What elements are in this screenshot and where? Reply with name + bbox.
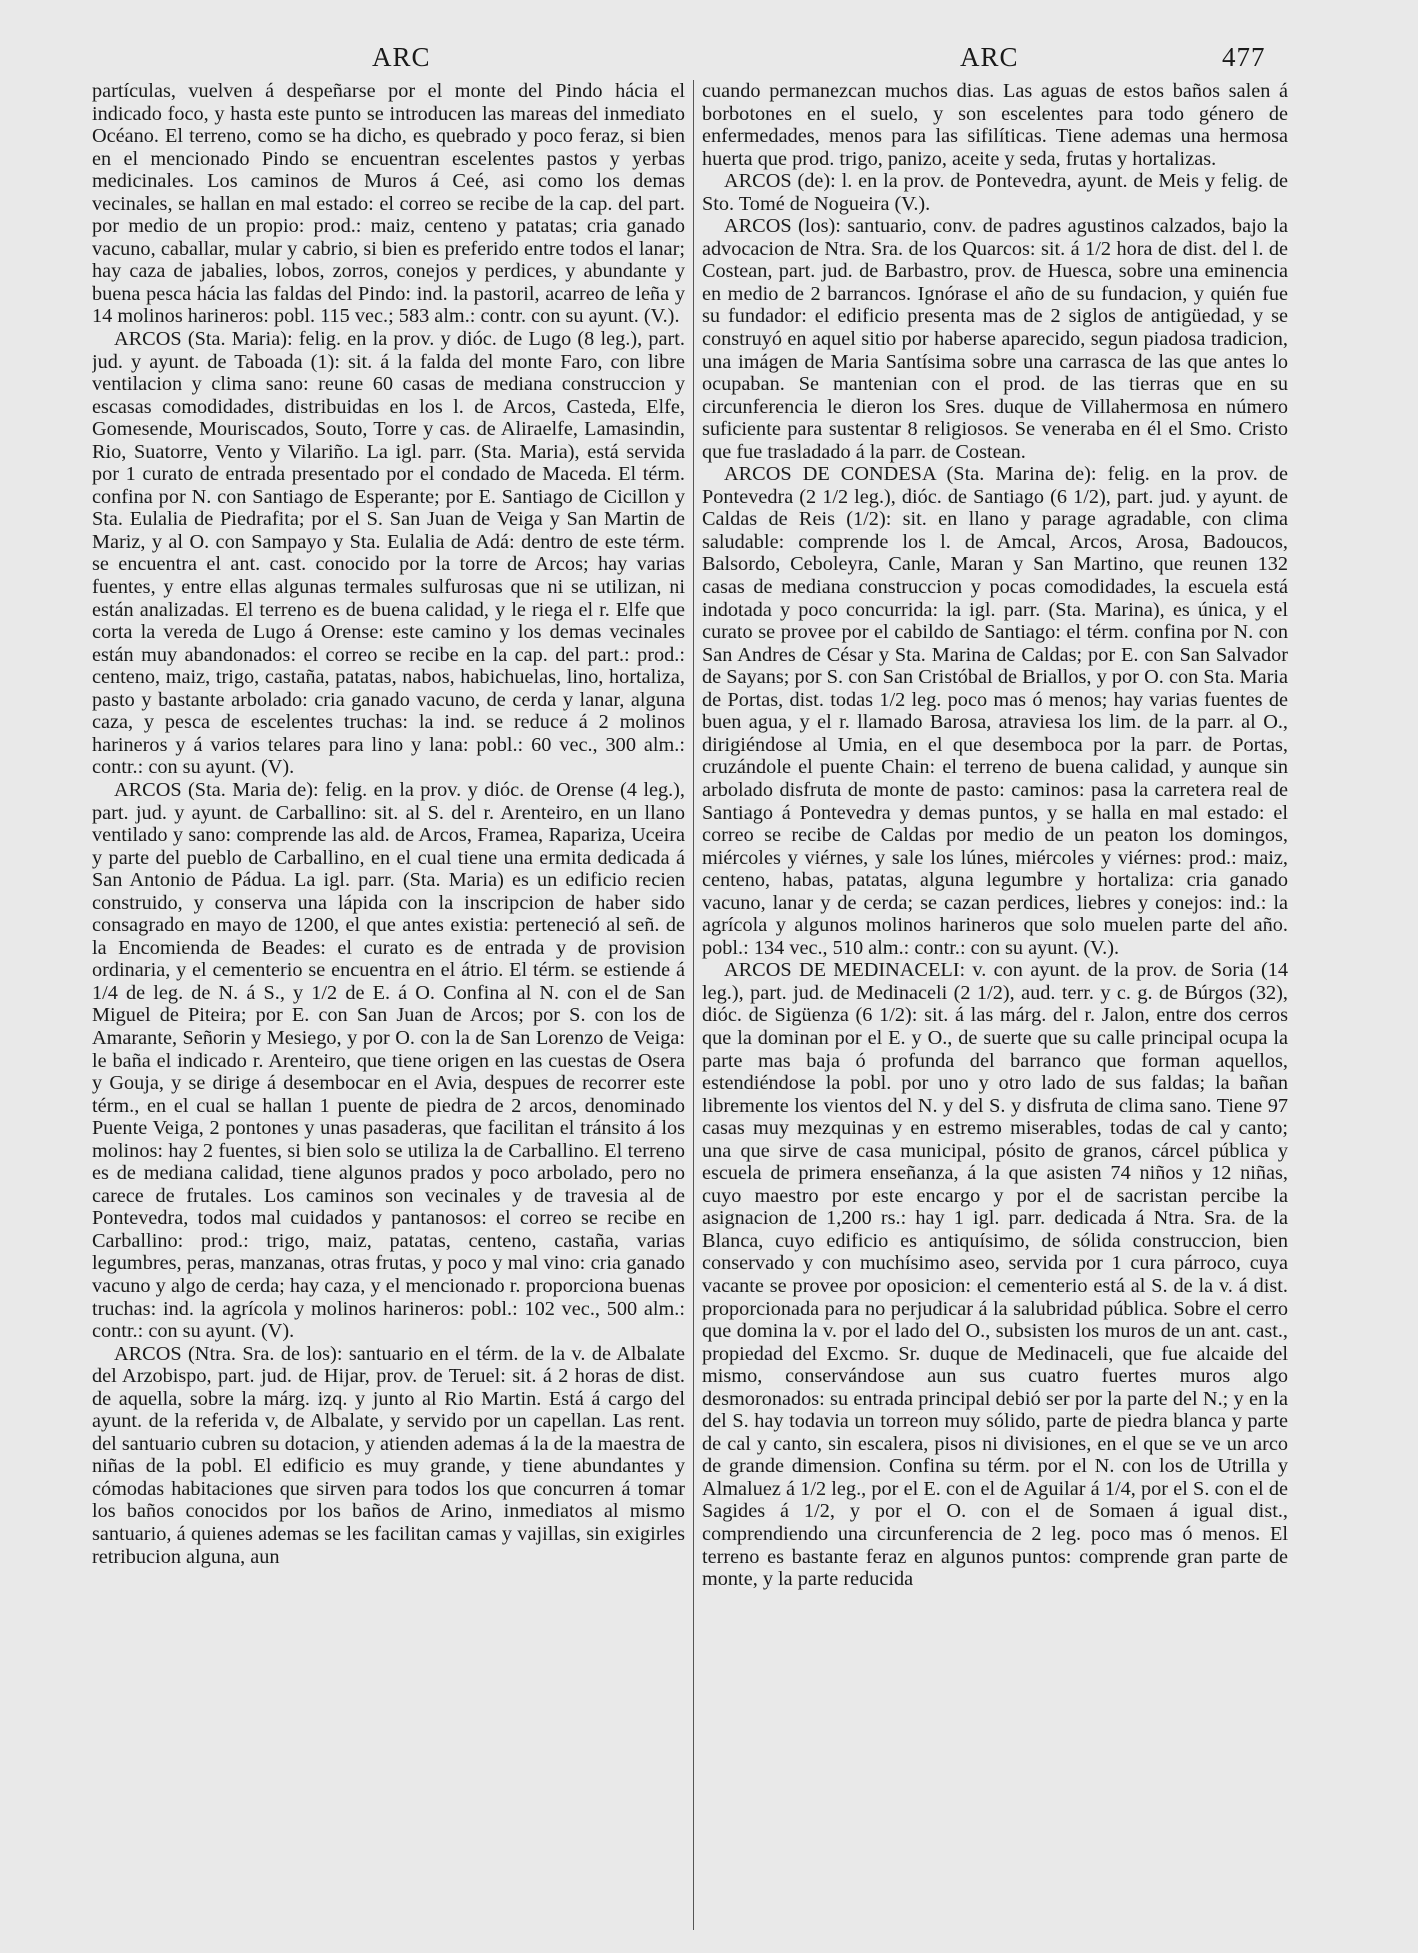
left-column: [92, 80, 685, 1930]
entry-continuation: partículas, vuelven á despeñarse por el monte del Pindo hácia el indicado foco, y hasta este punto se introducen las mareas del inmediato Océano. El terreno, como se ha dicho, es quebrado y poco feraz, si bien en el mencionado Pindo se encuentran escelentes pastos y yerbas medicinales. Los caminos de Muros á Ceé, asi como los demas vecinales, se hallan en mal estado: el correo se recibe de la cap. del part. por medio de un propio: prod.: maiz, centeno y patatas; cria ganado vacuno, caballar, mular y cabrio, si bien es preferido entre todos el lanar; hay caza de jabalies, lobos, zorros, conejos y perdices, y abundante y buena pesca hácia las faldas del Pindo: ind. la pastoril, acarreo de leña y 14 molinos harineros: pobl. 115 vec.; 583 alm.: contr. con su ayunt. (V.).: [92, 80, 685, 328]
running-head-left: ARC: [372, 42, 431, 72]
entry-arcos-sta-maria-de-orense: ARCOS (Sta. Maria de): felig. en la prov. y dióc. de Orense (4 leg.), part. jud. y ayunt. de Carballino: sit. al S. del r. Arenteiro, en un llano ventilado y sano: comprende las ald. de Arcos, Framea, Rapariza, Uceira y parte del pueblo de Carballino, en el cual tiene una ermita dedicada á San Antonio de Pádua. La igl. parr. (Sta. Maria) es un edificio recien construido, y conserva una lápida con la inscripcion de haber sido consagrado en mayo de 1200, el que antes existia: perteneció al señ. de la Encomienda de Beades: el curato es de entrada y de provision ordinaria, y el cementerio se encuentra en el átrio. El térm. se estiende á 1/4 de leg. de N. á S., y 1/2 de E. á O. Confina al N. con el de San Miguel de Piteira; por E. con San Juan de Arcos; por S. con los de Amarante, Señorin y Mesiego, y por O. con la de San Lorenzo de Veiga: le baña el indicado r. Arenteiro, que tiene origen en las cuestas de Osera y Gouja, y se dirige á desembocar en el Avia, despues de recorrer este térm., en el cual se hallan 1 puente de piedra de 2 arcos, denominado Puente Veiga, 2 pontones y unas pasaderas, que facilitan el tránsito á los molinos: hay 2 fuentes, si bien solo se utiliza la de Carballino. El terreno es de mediana calidad, tiene algunos prados y poco arbolado, pero no carece de frutales. Los caminos son vecinales y de travesia al de Pontevedra, todos mal cuidados y pantanosos: el correo se recibe en Carballino: prod.: trigo, maiz, patatas, centeno, castaña, varias legumbres, peras, manzanas, otras frutas, y poco y mal vino: cria ganado vacuno y algo de cerda; hay caza, y el mencionado r. proporciona buenas truchas: ind. la agrícola y molinos harineros: pobl.: 102 vec., 500 alm.: contr.: con su ayunt. (V).: [92, 778, 685, 1343]
page-number: 477: [1222, 42, 1266, 72]
entry-arcos-los: ARCOS (los): santuario, conv. de padres agustinos calzados, bajo la advocacion de Ntra. Sra. de los Quarcos: sit. á 1/2 hora de dist. del l. de Costean, part. jud. de Barbastro, prov. de Huesca, sobre una eminencia en medio de 2 barrancos. Ignórase el año de su fundacion, y quién fue su fundador: el edificio presenta mas de 2 siglos de antigüedad, y se construyó en aquel sitio por haberse aparecido, segun piadosa tradicion, una imágen de Maria Santísima sobre una carrasca de las que antes lo ocupaban. Se mantenian con el prod. de las tierras que en su circunferencia le dieron los Sres. duque de Villahermosa en número suficiente para sustentar 8 religiosos. Se veneraba en él el Smo. Cristo que fue trasladado á la parr. de Costean.: [702, 215, 1288, 463]
entry-arcos-sta-maria-lugo: ARCOS (Sta. Maria): felig. en la prov. y dióc. de Lugo (8 leg.), part. jud. y ayunt. de Taboada (1): sit. á la falda del monte Faro, con libre ventilacion y clima sano: reune 60 casas de mediana construccion y escasas comodidades, distribuidas en los l. de Arcos, Casteda, Elfe, Gomesende, Mouriscados, Souto, Torre y cas. de Aliraelfe, Lamasindin, Rio, Suatorre, Vento y Vilariño. La igl. parr. (Sta. Maria), está servida por 1 curato de entrada presentado por el condado de Maceda. El térm. confina por N. con Santiago de Esperante; por E. Santiago de Cicillon y Sta. Eulalia de Piedrafita; por el S. San Juan de Veiga y San Martin de Mariz, y al O. con Sampayo y Sta. Eulalia de Adá: dentro de este térm. se encuentra el ant. cast. conocido por la torre de Arcos; hay varias fuentes, y entre ellas algunas termales sulfurosas que ni se utilizan, ni están analizadas. El terreno es de buena calidad, y le riega el r. Elfe que corta la vereda de Lugo á Orense: este camino y los demas vecinales están muy abandonados: el correo se recibe en la cap. del part.: prod.: centeno, maiz, trigo, castaña, patatas, nabos, habichuelas, lino, hortaliza, pasto y bastante arbolado: cria ganado vacuno, de cerda y lanar, alguna caza, y pesca de escelentes truchas: la ind. se reduce á 2 molinos harineros y á varios telares para lino y lana: pobl.: 60 vec., 300 alm.: contr.: con su ayunt. (V).: [92, 328, 685, 779]
running-head-center: ARC: [960, 42, 1019, 72]
entry-arcos-ntra-sra-de-los: ARCOS (Ntra. Sra. de los): santuario en el térm. de la v. de Albalate del Arzobispo, part. jud. de Hijar, prov. de Teruel: sit. á 2 horas de dist. de aquella, sobre la márg. izq. y junto al Rio Martin. Está á cargo del ayunt. de la referida v, de Albalate, y servido por un capellan. Las rent. del santuario cubren su dotacion, y atienden ademas á la de la maestra de niñas de la pobl. El edificio es muy grande, y tiene abundantes y cómodas habitaciones que sirven para todos los que concurren á tomar los baños conocidos por los baños de Arino, inmediatos al mismo santuario, á quienes ademas se les facilitan camas y vajillas, sin exigirles retribucion alguna, aun: [92, 1342, 685, 1568]
column-divider: [693, 80, 694, 1930]
right-column: [702, 80, 1288, 1930]
entry-continuation: cuando permanezcan muchos dias. Las aguas de estos baños salen á borbotones en el suelo, y son escelentes para todo género de enfermedades, menos para las sifilíticas. Tiene ademas una hermosa huerta que prod. trigo, panizo, aceite y seda, frutas y hortalizas.: [702, 80, 1288, 170]
entry-arcos-de-medinaceli: ARCOS DE MEDINACELI: v. con ayunt. de la prov. de Soria (14 leg.), part. jud. de Medinaceli (2 1/2), aud. terr. y c. g. de Búrgos (32), dióc. de Sigüenza (6 1/2): sit. á las márg. del r. Jalon, entre dos cerros que la dominan por el E. y O., de suerte que su calle principal ocupa la parte mas baja ó profunda del barranco que forman aquellos, estendiéndose la pobl. por uno y otro lado de sus faldas; la bañan libremente los vientos del N. y del S. y disfruta de clima sano. Tiene 97 casas muy mezquinas y en estremo miserables, todas de cal y canto; una que sirve de casa municipal, pósito de granos, cárcel pública y escuela de primera enseñanza, á la que asisten 74 niños y 12 niñas, cuyo maestro por este encargo y por el de sacristan percibe la asignacion de 1,200 rs.: hay 1 igl. parr. dedicada á Ntra. Sra. de la Blanca, cuyo edificio es antiquísimo, de sólida construccion, bien conservado y con muchísimo aseo, servida por 1 cura párroco, cuya vacante se provee por oposicion: el cementerio está al S. de la v. á dist. proporcionada para no perjudicar á la salubridad pública. Sobre el cerro que domina la v. por el lado del O., subsisten los muros de un ant. cast., propiedad del Excmo. Sr. duque de Medinaceli, que fue alcaide del mismo, conservándose aun sus cuatro fuertes muros algo desmoronados: su entrada principal debió ser por la parte del N.; y en la del S. hay todavia un torreon muy sólido, parte de piedra blanca y parte de cal y canto, sin escalera, pisos ni divisiones, en el que se ve un arco de grande dimension. Confina su térm. por el N. con los de Utrilla y Almaluez á 1/2 leg., por el E. con el de Aguilar á 1/4, por el S. con el de Sagides á 1/2, y por el O. con el de Somaen á igual dist., comprendiendo una circunferencia de 2 leg. poco mas ó menos. El terreno es bastante feraz en algunos puntos: comprende gran parte de monte, y la parte reducida: [702, 959, 1288, 1591]
entry-arcos-de-condesa: ARCOS DE CONDESA (Sta. Marina de): felig. en la prov. de Pontevedra (2 1/2 leg.), dióc. de Santiago (6 1/2), part. jud. y ayunt. de Caldas de Reis (1/2): sit. en llano y parage agradable, con clima saludable: comprende los l. de Amcal, Arcos, Arosa, Badoucos, Balsordo, Ceboleyra, Canle, Maran y San Martino, que reunen 132 casas de mediana construccion y pocas comodidades, la escuela está indotada y poco concurrida: la igl. parr. (Sta. Marina), es única, y el curato se provee por el cabildo de Santiago: el térm. confina por N. con San Andres de César y Sta. Marina de Caldas; por E. con San Salvador de Sayans; por S. con San Cristóbal de Briallos, y por O. con Sta. Maria de Portas, dist. todas 1/2 leg. poco mas ó menos; hay varias fuentes de buen agua, y el r. llamado Barosa, atraviesa los lim. de la parr. al O., dirigiéndose al Umia, en el que desemboca por la parr. de Portas, cruzándole el puente Chain: el terreno de buena calidad, y aunque sin arbolado disfruta de monte de pasto: caminos: pasa la carretera real de Santiago á Pontevedra y demas puntos, y se halla en mal estado: el correo se recibe de Caldas por medio de un peaton los domingos, miércoles y viérnes, y sale los lúnes, miércoles y viérnes: prod.: maiz, centeno, habas, patatas, alguna legumbre y hortaliza: cria ganado vacuno, lanar y de cerda; se cazan perdices, liebres y conejos: ind.: la agrícola y algunos molinos harineros que solo muelen parte del año. pobl.: 134 vec., 510 alm.: contr.: con su ayunt. (V.).: [702, 463, 1288, 959]
entry-arcos-de: ARCOS (de): l. en la prov. de Pontevedra, ayunt. de Meis y felig. de Sto. Tomé de Nogueira (V.).: [702, 170, 1288, 215]
